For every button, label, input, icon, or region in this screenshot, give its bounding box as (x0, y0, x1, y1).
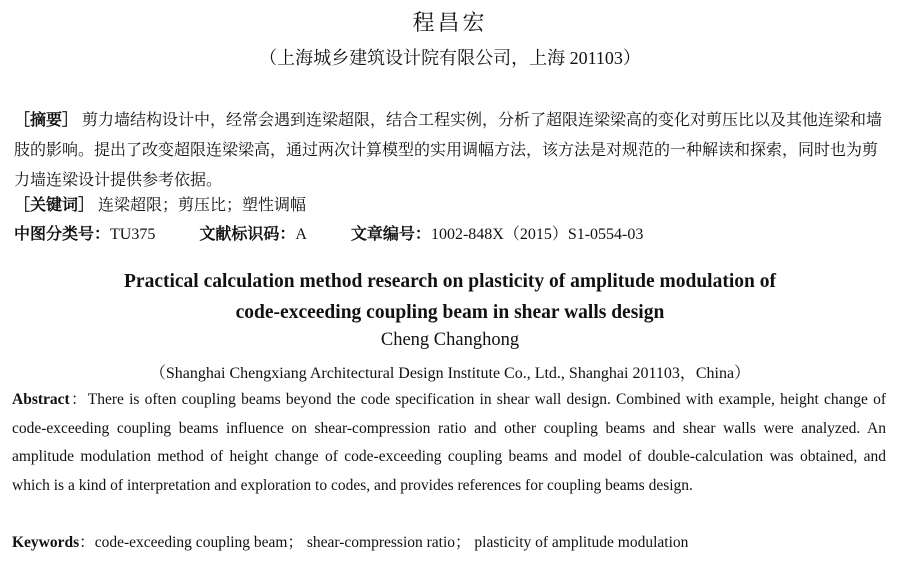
article-no-field (351, 226, 643, 243)
keywords-cn-label: ［关键词］ (14, 197, 95, 214)
clc-label: 中图分类号： (14, 226, 111, 243)
abstract-en (12, 386, 886, 500)
author-name-en: Cheng Changhong (380, 330, 520, 350)
title-en-line2: code-exceeding coupling beam in shear walls design (235, 302, 665, 323)
keywords-en-text: code-exceeding coupling beam； shear-compression ratio； plasticity of amplitude modulation (94, 534, 689, 551)
abstract-en-text: There is often coupling beams beyond the code specification in shear wall design. Combined with example, height change of code-exceeding coupling beams influence on shear-compression ratio and other coupling beams and shear walls were analyzed. An amplitude modulation method of height change of code-exceeding coupling beams and model of double-calculation was obtained, and which is a kind of interpretation and exploration to codes, and provides references for coupling beams design. (12, 391, 886, 494)
affiliation-cn: （上海城乡建筑设计院有限公司，上海 201103） (259, 48, 641, 68)
affiliation-en: （Shanghai Chengxiang Architectural Design Institute Co., Ltd., Shanghai 201103，China） (149, 365, 751, 382)
abstract-en-label: Abstract (12, 391, 70, 408)
keywords-cn (14, 191, 886, 221)
paper-title-en (0, 266, 900, 328)
keywords-en-colon: ： (79, 534, 95, 551)
classification-line (14, 222, 886, 248)
abstract-en-colon: ： (69, 391, 88, 408)
doc-code-value: A (295, 226, 307, 243)
abstract-cn (14, 106, 886, 196)
abstract-cn-label: ［摘要］ (14, 112, 79, 129)
keywords-en (12, 531, 886, 555)
keywords-en-label: Keywords (12, 534, 80, 551)
title-en-line1: Practical calculation method research on plasticity of amplitude modulation of (124, 271, 776, 292)
keywords-cn-text: 连梁超限；剪压比；塑性调幅 (98, 197, 307, 214)
clc-value: TU375 (110, 226, 156, 243)
clc-field (14, 226, 155, 243)
article-no-label: 文章编号： (350, 226, 431, 243)
author-name-cn: 程昌宏 (412, 10, 488, 35)
doc-code-label: 文献标识码： (199, 226, 296, 243)
doc-code-field (199, 226, 307, 243)
abstract-cn-text: 剪力墙结构设计中，经常会遇到连梁超限，结合工程实例，分析了超限连梁梁高的变化对剪压比以及其他连梁和墙肢的影响。提出了改变超限连梁梁高，通过两次计算模型的实用调幅方法，该方法是对规范的一种解读和探索，同时也为剪力墙连梁设计提供参考依据。 (14, 112, 883, 189)
article-no-value: 1002-848X（2015）S1-0554-03 (430, 226, 644, 243)
